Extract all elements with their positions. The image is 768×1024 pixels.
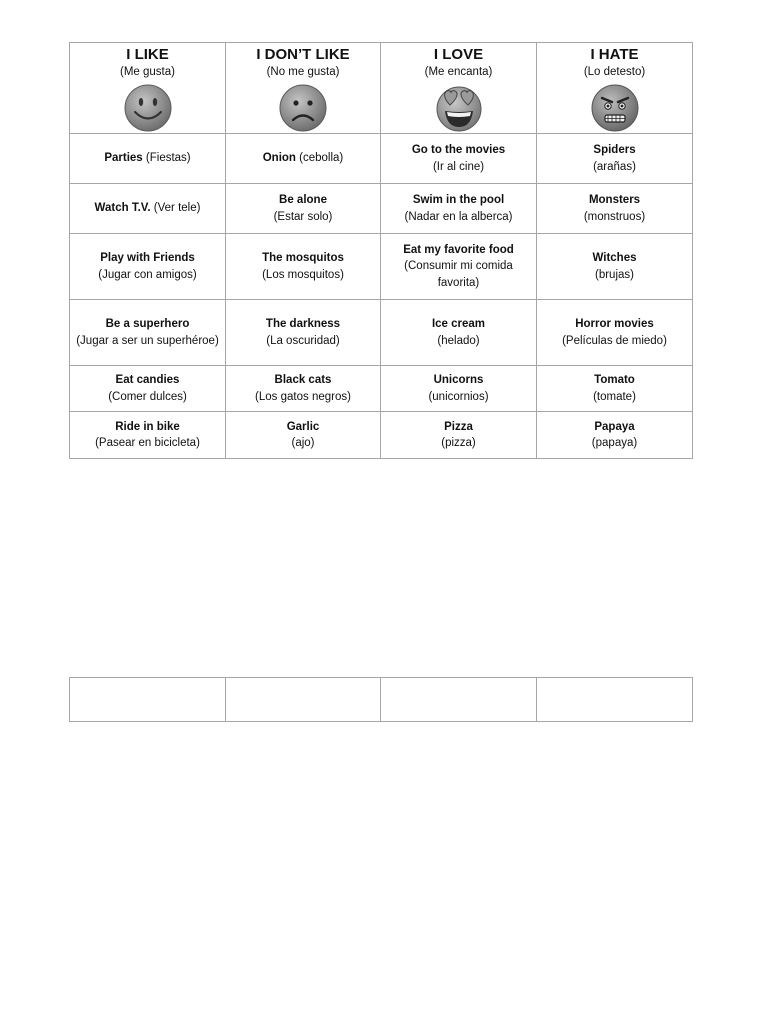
table-cell — [381, 300, 537, 366]
table-cell — [381, 134, 537, 184]
table-cell — [226, 184, 381, 234]
header-subtitle: (Me gusta) — [120, 66, 175, 78]
cell-english: Ride in bike — [115, 420, 180, 433]
cell-english: The mosquitos — [262, 252, 344, 264]
cell-spanish: (brujas) — [595, 268, 634, 281]
header-title: I LIKE — [126, 46, 169, 63]
angry-face-icon — [590, 83, 640, 133]
cell-spanish: (tomate) — [593, 390, 636, 403]
blank-row — [70, 678, 693, 722]
table-cell — [537, 134, 693, 184]
header-title: I HATE — [590, 46, 639, 63]
cell-english: Parties — [104, 152, 143, 165]
header-i-love — [381, 43, 537, 134]
cell-english: The darkness — [265, 318, 341, 330]
cell-english: Be alone — [279, 194, 327, 206]
table-cell — [381, 234, 537, 300]
table-cell — [70, 366, 226, 412]
cell-spanish: (La oscuridad) — [266, 334, 340, 347]
header-title: I LOVE — [433, 46, 484, 63]
header-subtitle: (No me gusta) — [266, 66, 340, 78]
table-cell — [226, 366, 381, 412]
cell-english: Play with Friends — [100, 252, 195, 264]
blank-table — [69, 677, 693, 722]
blank-cell — [70, 678, 226, 722]
cell-english: Onion — [262, 152, 296, 165]
cell-spanish: (Ver tele) — [153, 202, 201, 215]
table-row — [70, 300, 693, 366]
table-cell — [537, 300, 693, 366]
header-i-like — [70, 43, 226, 134]
table-cell — [381, 412, 537, 459]
blank-cell — [226, 678, 381, 722]
table-cell — [537, 184, 693, 234]
cell-english: Watch T.V. — [94, 202, 151, 215]
cell-english: Swim in the pool — [412, 194, 505, 206]
table-row — [70, 366, 693, 412]
cell-spanish: (Nadar en la alberca) — [404, 210, 513, 223]
table-cell — [381, 184, 537, 234]
cell-english: Eat my favorite food — [403, 243, 514, 256]
cell-spanish: (papaya) — [591, 437, 638, 449]
header-subtitle: (Me encanta) — [424, 66, 493, 78]
cell-english: Black cats — [274, 374, 332, 386]
cell-spanish: (Consumir mi comida favorita) — [404, 260, 513, 289]
table-cell — [70, 412, 226, 459]
smiley-face-icon — [123, 83, 173, 133]
header-subtitle: (Lo detesto) — [583, 66, 646, 78]
cell-spanish: (cebolla) — [299, 152, 344, 165]
vocabulary-table — [69, 42, 693, 459]
header-i-hate — [537, 43, 693, 134]
cell-spanish: (helado) — [437, 334, 480, 347]
sad-face-icon — [278, 83, 328, 133]
table-cell — [381, 366, 537, 412]
table-cell — [70, 300, 226, 366]
cell-spanish: (pizza) — [441, 437, 476, 449]
cell-english: Spiders — [593, 144, 636, 156]
cell-spanish: (Los gatos negros) — [255, 390, 351, 403]
table-cell — [226, 300, 381, 366]
cell-english: Go to the movies — [411, 144, 506, 156]
cell-english: Pizza — [444, 420, 473, 433]
cell-spanish: (Jugar a ser un superhéroe) — [76, 334, 219, 347]
cell-english: Be a superhero — [105, 318, 190, 330]
blank-cell — [537, 678, 693, 722]
table-row — [70, 184, 693, 234]
cell-spanish: (Los mosquitos) — [262, 268, 344, 281]
cell-spanish: (Fiestas) — [145, 152, 191, 165]
table-cell — [226, 234, 381, 300]
table-cell — [537, 412, 693, 459]
table-row — [70, 134, 693, 184]
table-header-row — [70, 43, 693, 134]
cell-spanish: (Estar solo) — [273, 210, 333, 223]
cell-spanish: (arañas) — [593, 160, 636, 173]
cell-english: Monsters — [588, 194, 641, 206]
table-cell — [226, 134, 381, 184]
cell-spanish: (Ir al cine) — [432, 160, 485, 173]
header-i-dont-like — [226, 43, 381, 134]
table-row — [70, 234, 693, 300]
cell-spanish: (monstruos) — [583, 210, 646, 223]
cell-spanish: (ajo) — [291, 437, 315, 449]
cell-english: Garlic — [286, 420, 320, 433]
heart-eyes-face-icon — [434, 83, 484, 133]
table-cell — [226, 412, 381, 459]
cell-english: Unicorns — [433, 374, 484, 386]
header-title: I DON’T LIKE — [256, 46, 350, 63]
cell-english: Papaya — [594, 420, 635, 433]
table-row — [70, 412, 693, 459]
table-cell — [70, 134, 226, 184]
cell-english: Horror movies — [575, 318, 654, 330]
table-cell — [537, 366, 693, 412]
cell-spanish: (unicornios) — [428, 390, 489, 403]
cell-spanish: (Jugar con amigos) — [98, 268, 197, 281]
cell-english: Eat candies — [115, 374, 180, 386]
table-cell — [70, 184, 226, 234]
cell-english: Ice cream — [431, 318, 486, 330]
blank-cell — [381, 678, 537, 722]
cell-spanish: (Comer dulces) — [108, 390, 187, 403]
table-cell — [537, 234, 693, 300]
cell-english: Witches — [592, 252, 637, 264]
table-cell — [70, 234, 226, 300]
cell-spanish: (Películas de miedo) — [562, 334, 667, 347]
cell-english: Tomato — [594, 374, 635, 386]
cell-spanish: (Pasear en bicicleta) — [95, 437, 200, 449]
